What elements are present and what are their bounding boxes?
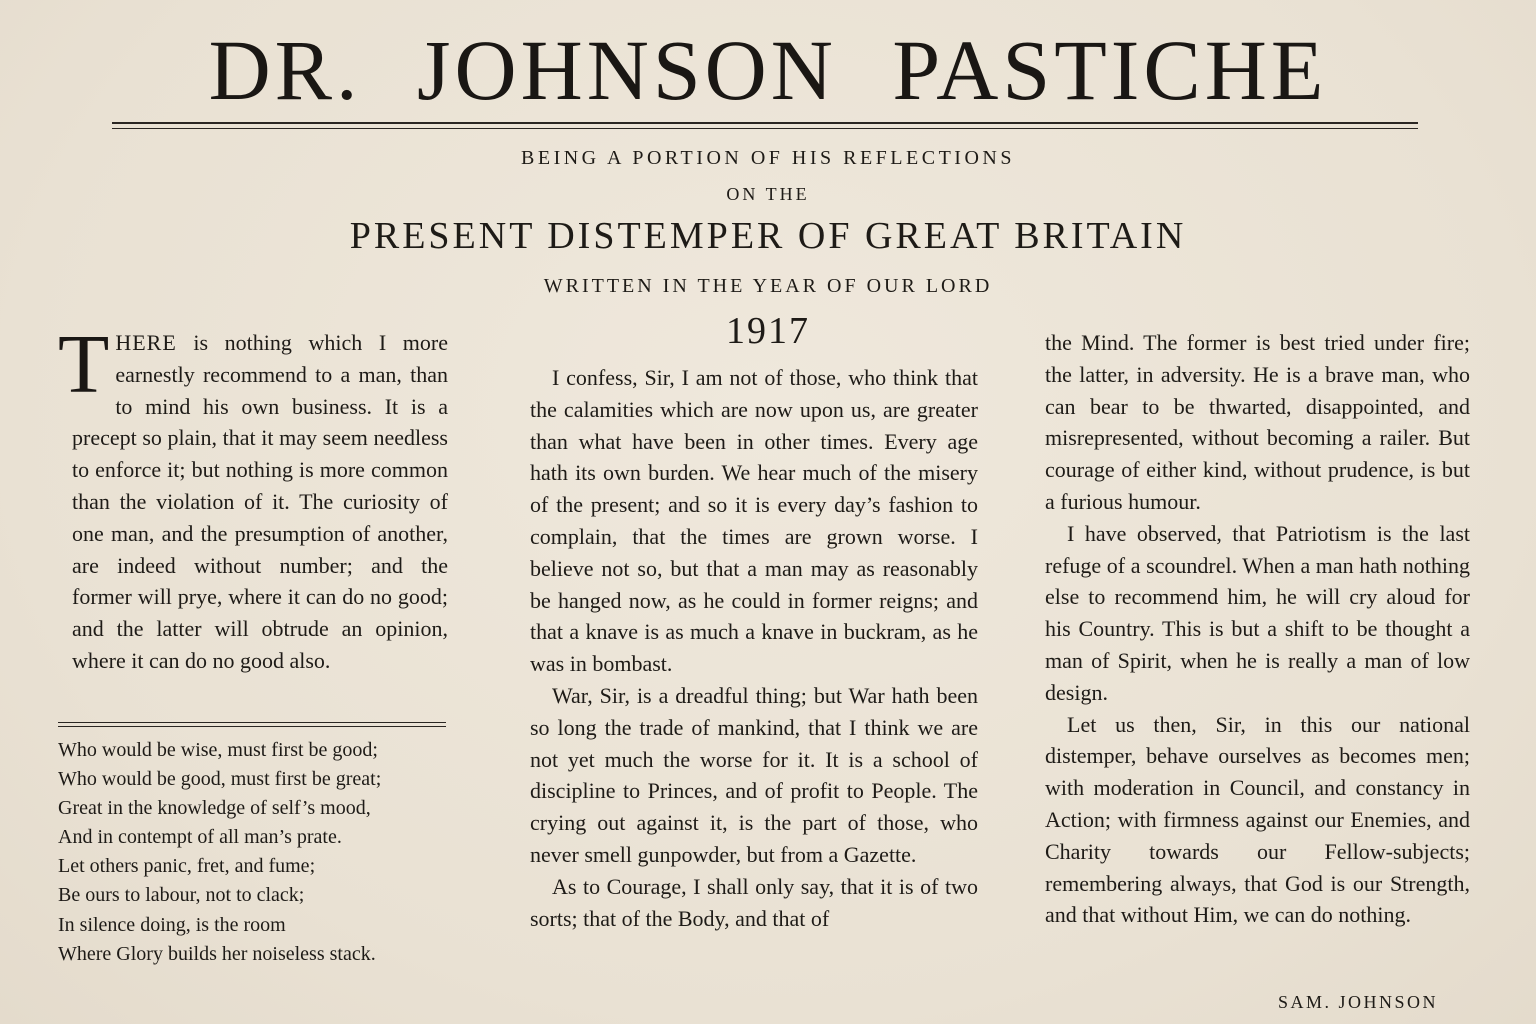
- subtitle-written-year: WRITTEN IN THE YEAR OF OUR LORD: [543, 275, 993, 297]
- title-double-rule: [112, 122, 1418, 129]
- paragraph-war: War, Sir, is a dreadful thing; but War hath been so long the trade of mankind, that I think we are not yet much the worse for it. It is a school of discipline to Princes, and of profit to People. The crying out against it, is the part of those, who never smell gunpowder, but from a Gazette.: [530, 682, 978, 867]
- poem-divider-rule: [58, 722, 446, 727]
- opening-paragraph-text: is nothing which I more earnestly recommend to a man, than to mind his own business. It is a precept so plain, that it may seem needless to enforce it; but nothing is more common than the violation of it. The curiosity of one man, and the presumption of another, are indeed without number; and the former will prye, where it can do no good; and the latter will obtrude an opinion, where it can do no good also.: [72, 330, 448, 673]
- poem-line: Where Glory builds her noiseless stack.: [58, 942, 376, 965]
- middle-column: [530, 362, 978, 934]
- poem-line: Who would be good, must first be great;: [58, 768, 382, 791]
- signature: SAM. JOHNSON: [1278, 992, 1439, 1012]
- paragraph-calamities: I confess, Sir, I am not of those, who think that the calamities which are now upon us, are greater than what have been in other times. Every age hath its own burden. We hear much of the misery of the present; and so it is every day’s fashion to complain, that the times are grown worse. I believe not so, but that a man may as reasonably be hanged now, as he could in former reigns; and that a knave is as much a knave in buckram, as he was in bombast.: [530, 365, 978, 677]
- poem-line: In silence doing, is the room: [58, 913, 286, 936]
- paragraph-conclusion: Let us then, Sir, in this our national distemper, behave ourselves as becomes men; with moderation in Council, and constancy in Action; with firmness against our Enemies, and Charity towards our Fellow-subjects; remembering always, that God is our Strength, and that without Him, we can do nothing.: [1045, 711, 1470, 928]
- poem-line: Be ours to labour, not to clack;: [58, 884, 305, 907]
- paragraph-patriotism: I have observed, that Patriotism is the last refuge of a scoundrel. When a man hath nothing else to recommend him, he will cry aloud for his Country. This is but a shift to be thought a man of Spirit, when he is really a man of low design.: [1045, 520, 1470, 705]
- paragraph-courage: As to Courage, I shall only say, that it is of two sorts; that of the Body, and that of: [530, 873, 978, 931]
- opening-lead-word: HERE: [115, 330, 177, 355]
- poem-line: Who would be wise, must first be good;: [58, 739, 378, 761]
- subtitle-reflections: BEING A PORTION OF HIS REFLECTIONS: [521, 147, 1015, 169]
- year-heading: 1917: [726, 310, 810, 352]
- left-column: [58, 318, 448, 677]
- paragraph-mind: the Mind. The former is best tried under fire; the latter, in adversity. He is a brave man, who can bear to be thwarted, disappointed, and misrepresented, without becoming a railer. But courage of either kind, without prudence, is but a furious humour.: [1045, 330, 1470, 514]
- poem-line: And in contempt of all man’s prate.: [58, 826, 342, 849]
- drop-cap: T: [58, 318, 110, 411]
- right-column: [1045, 327, 1470, 931]
- poem-line: Great in the knowledge of self’s mood,: [58, 797, 371, 820]
- poem-line: Let others panic, fret, and fume;: [58, 855, 316, 878]
- opening-paragraph: [58, 318, 448, 677]
- subtitle-on-the: ON THE: [726, 184, 810, 204]
- page-title: DR. JOHNSON PASTICHE: [208, 22, 1328, 118]
- poem: [58, 736, 458, 969]
- subtitle-distemper: PRESENT DISTEMPER OF GREAT BRITAIN: [349, 215, 1187, 257]
